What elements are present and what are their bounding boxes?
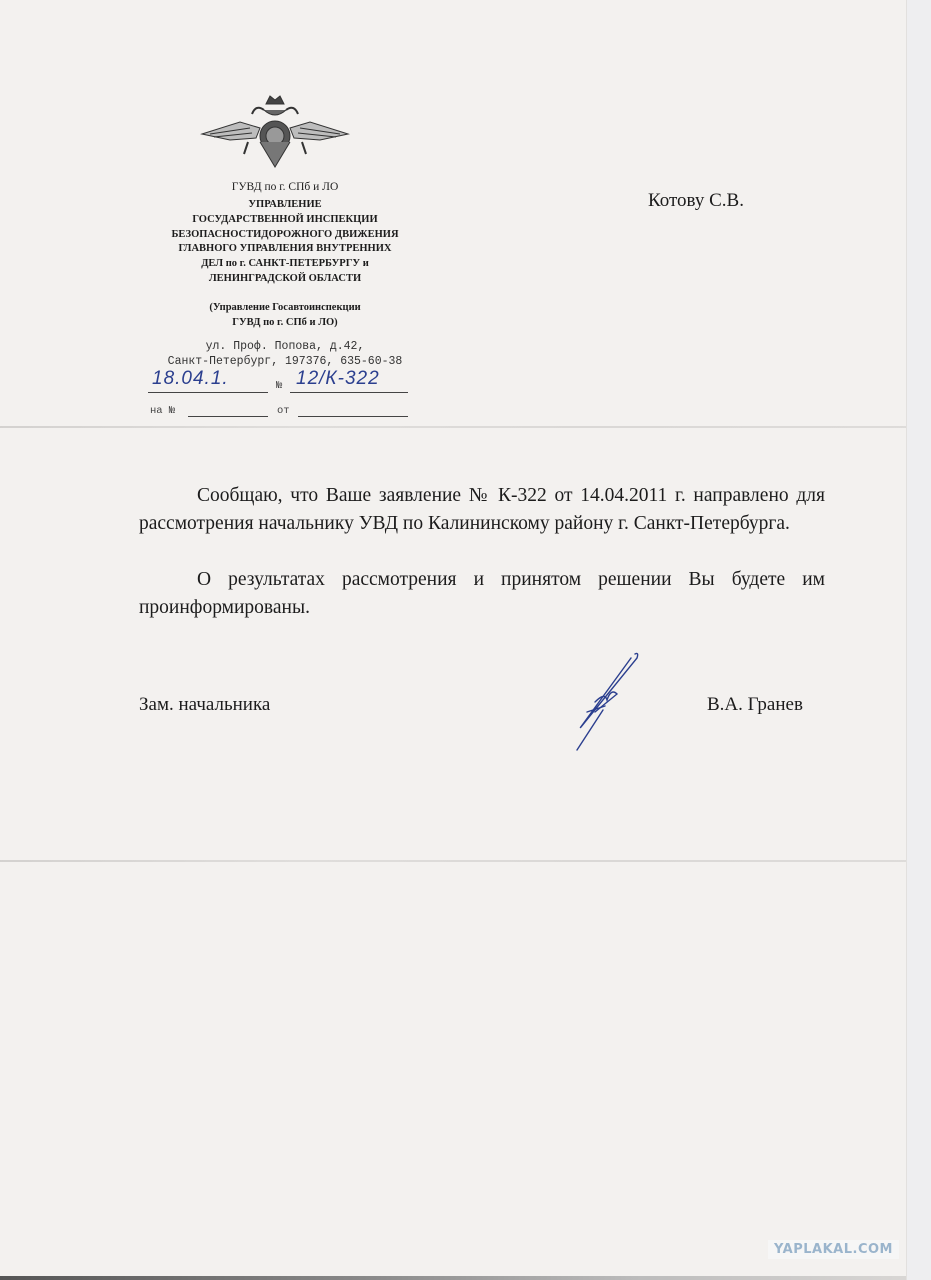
site-watermark: YAPLAKAL.COM xyxy=(768,1240,899,1259)
signatory-role: Зам. начальника xyxy=(139,694,271,715)
from-label: от xyxy=(277,405,290,417)
date-underline xyxy=(148,392,268,393)
address-line: ул. Проф. Попова, д.42, xyxy=(205,340,365,353)
organization-line: ЛЕНИНГРАДСКОЙ ОБЛАСТИ xyxy=(208,272,362,284)
organization-short-name xyxy=(130,300,440,330)
handwritten-signature xyxy=(565,650,645,755)
signatory-name: В.А. Гранев xyxy=(707,694,803,715)
number-label: № xyxy=(276,380,283,392)
paper-fold-line xyxy=(0,860,906,862)
double-headed-eagle-emblem xyxy=(200,92,350,170)
organization-line: ГОСУДАРСТВЕННОЙ ИНСПЕКЦИИ xyxy=(192,213,378,225)
organization-line: ДЕЛ по г. САНКТ-ПЕТЕРБУРГУ и xyxy=(201,258,369,270)
organization-line: ГЛАВНОГО УПРАВЛЕНИЯ ВНУТРЕННИХ xyxy=(178,243,392,255)
organization-line: УПРАВЛЕНИЕ xyxy=(248,199,322,210)
organization-address xyxy=(130,339,440,369)
scan-edge-strip xyxy=(906,0,931,1280)
body-paragraph-2: О результатах рассмотрения и принятом решении Вы будете им проинформированы. xyxy=(139,569,825,618)
organization-line: БЕЗОПАСНОСТИДОРОЖНОГО ДВИЖЕНИЯ xyxy=(171,228,399,240)
reply-to-label: на № xyxy=(150,405,176,417)
addressee: Котову С.В. xyxy=(648,190,744,211)
scan-bottom-edge xyxy=(0,1276,906,1280)
reply-to-underline xyxy=(188,416,268,417)
short-name-line: ГУВД по г. СПб и ЛО) xyxy=(232,317,338,328)
department-short-name: ГУВД по г. СПб и ЛО xyxy=(231,181,339,193)
paper-fold-line xyxy=(0,426,906,428)
address-line: Санкт-Петербург, 197376, 635-60-38 xyxy=(167,355,403,368)
from-underline xyxy=(298,416,408,417)
outgoing-number-handwritten: 12/К-322 xyxy=(296,368,380,389)
outgoing-date-handwritten: 18.04.1. xyxy=(152,368,229,389)
body-paragraph-1: Сообщаю, что Ваше заявление № К-322 от 14.04.2011 г. направлено для рассмотрения начальнику УВД по Калининскому району г. Санкт-Петербурга. xyxy=(139,485,825,534)
organization-name xyxy=(130,198,440,287)
short-name-line: (Управление Госавтоинспекции xyxy=(209,302,361,313)
number-underline xyxy=(290,392,408,393)
